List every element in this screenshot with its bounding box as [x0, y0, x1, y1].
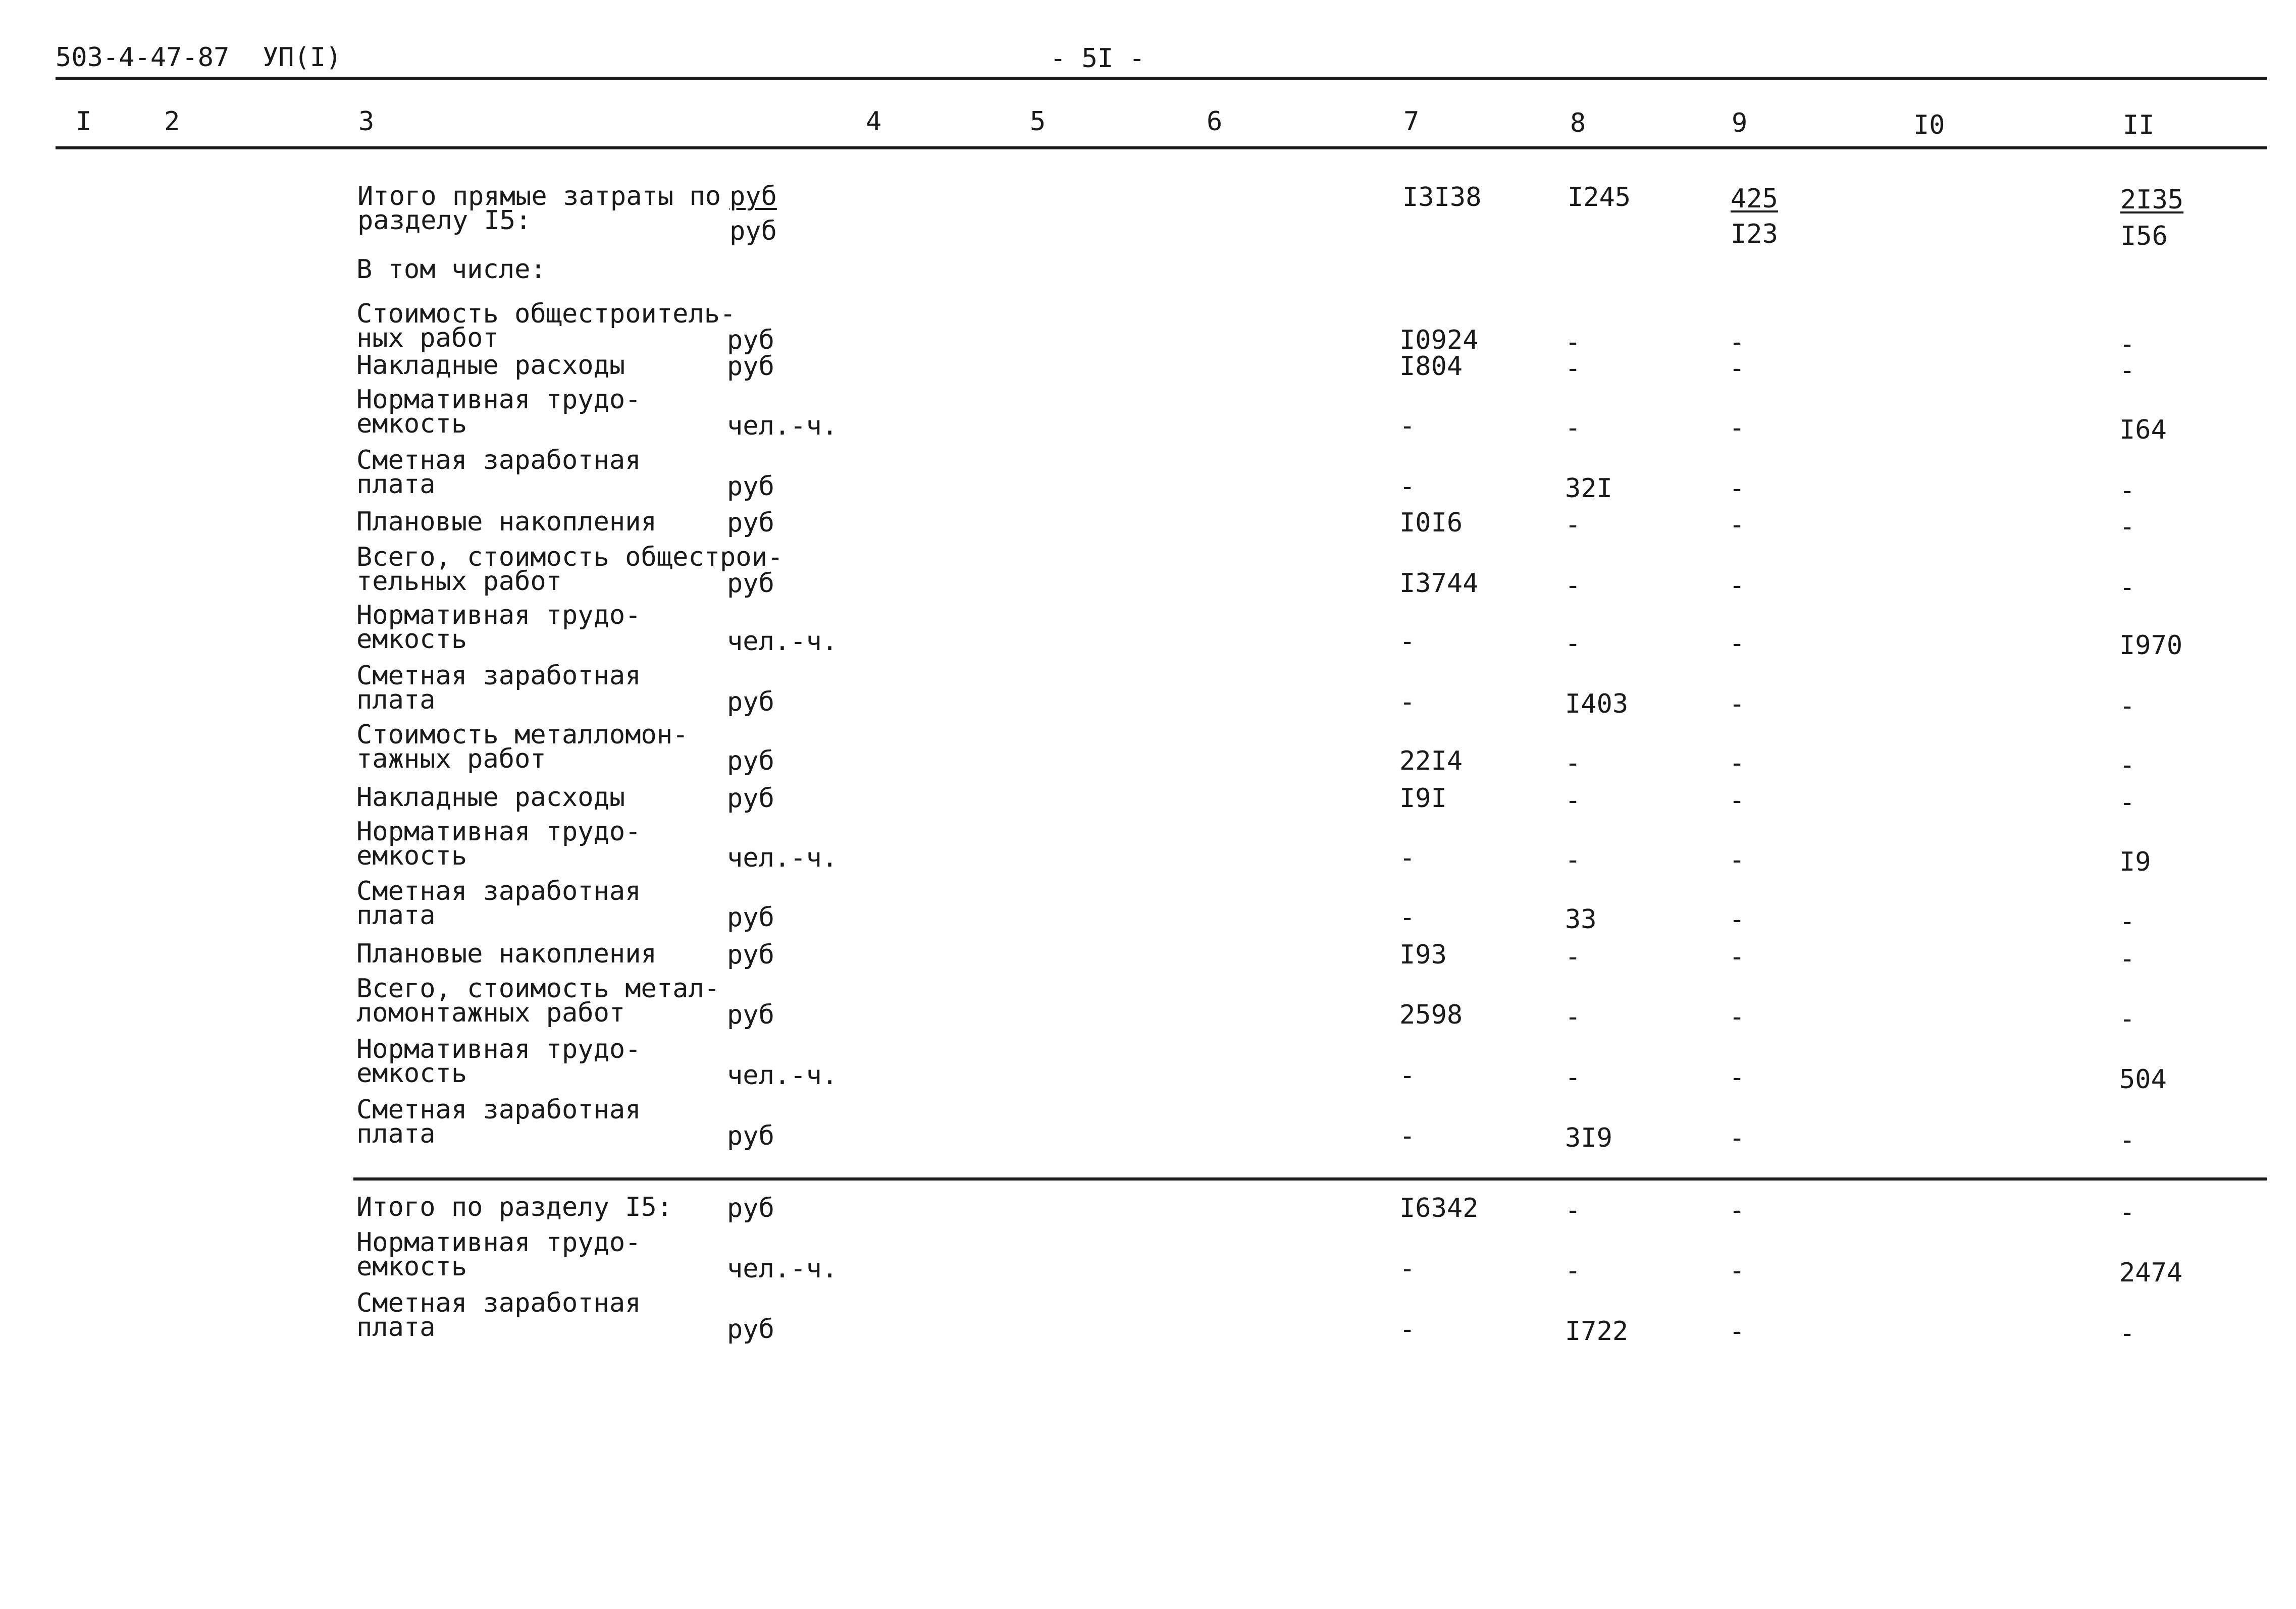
detail-label: Накладные расходы	[356, 782, 625, 813]
detail-col11: -	[2119, 787, 2135, 818]
column-number-5: 5	[1030, 106, 1046, 137]
detail-col9: -	[1729, 942, 1745, 972]
direct-costs-total-label: Итого прямые затраты по разделу I5:	[357, 181, 721, 236]
detail-col8: -	[1565, 353, 1581, 384]
detail-label: Всего, стоимость метал- ломонтажных работ	[356, 974, 720, 1028]
column-number-9: 9	[1732, 108, 1748, 138]
detail-col11: -	[2119, 572, 2135, 603]
detail-col8: -	[1565, 942, 1581, 972]
doc-part: УП(I)	[263, 42, 342, 73]
detail-col7: I804	[1399, 351, 1463, 382]
section-total-col9: -	[1729, 1316, 1745, 1347]
detail-col11: -	[2119, 355, 2135, 386]
detail-col9: -	[1729, 904, 1745, 935]
detail-col11: -	[2119, 475, 2135, 506]
detail-col11: -	[2119, 691, 2135, 721]
direct-costs-col7: I3I38	[1402, 182, 1482, 212]
detail-unit: чел.-ч.	[727, 411, 838, 441]
section-total-col7: I6342	[1399, 1193, 1479, 1223]
column-number-8: 8	[1570, 108, 1586, 138]
column-number-7: 7	[1403, 106, 1420, 137]
detail-col7: 2598	[1399, 1000, 1463, 1030]
column-number-2: 2	[164, 106, 180, 137]
page-number: - 5I -	[1050, 43, 1145, 74]
detail-col11: -	[2119, 1004, 2135, 1034]
detail-unit: руб	[727, 1121, 774, 1151]
detail-col11: -	[2119, 329, 2135, 359]
direct-costs-col9-top: 425	[1731, 184, 1778, 214]
column-number-3: 3	[358, 106, 375, 137]
column-number-10: I0	[1913, 110, 1945, 140]
detail-col9: -	[1729, 353, 1745, 384]
detail-unit: руб	[727, 568, 774, 599]
detail-col11: 504	[2119, 1064, 2167, 1095]
detail-unit: руб	[727, 325, 774, 355]
detail-label: Нормативная трудо- емкость	[356, 1034, 641, 1089]
detail-unit: руб	[727, 1000, 774, 1030]
column-number-11: II	[2123, 110, 2155, 140]
direct-costs-unit-top: руб	[729, 181, 777, 211]
section-total-col11: -	[2119, 1318, 2135, 1349]
detail-label: Сметная заработная плата	[356, 876, 641, 931]
detail-col11: -	[2119, 750, 2135, 780]
doc-code: 503-4-47-87	[56, 42, 230, 73]
detail-label: Стоимость металломон- тажных работ	[356, 720, 689, 774]
detail-col8: -	[1565, 510, 1581, 540]
detail-label: Плановые накопления	[356, 939, 657, 969]
detail-label: Нормативная трудо- емкость	[356, 385, 641, 439]
detail-col9: -	[1729, 748, 1745, 778]
detail-col7: -	[1399, 843, 1416, 873]
detail-col7: I93	[1399, 940, 1447, 970]
detail-col9: -	[1729, 510, 1745, 540]
detail-col11: I9	[2119, 847, 2151, 877]
detail-col11: I64	[2119, 415, 2167, 445]
detail-col9: -	[1729, 1002, 1745, 1032]
section-total-col8: I722	[1565, 1316, 1629, 1347]
detail-col8: -	[1565, 1062, 1581, 1093]
column-number-1: I	[76, 106, 92, 137]
detail-col9: -	[1729, 1062, 1745, 1093]
detail-col8: -	[1565, 327, 1581, 357]
detail-col8: -	[1565, 570, 1581, 601]
detail-unit: чел.-ч.	[727, 843, 838, 873]
detail-col11: I970	[2119, 630, 2183, 661]
column-number-4: 4	[866, 106, 882, 137]
section-total-col8: -	[1565, 1195, 1581, 1225]
detail-unit: руб	[727, 746, 774, 776]
detail-col9: -	[1729, 1123, 1745, 1153]
direct-costs-col11-top: 2I35	[2120, 185, 2184, 215]
subheading-including: В том числе:	[356, 254, 546, 285]
detail-col11: -	[2119, 1125, 2135, 1155]
detail-label: Накладные расходы	[356, 350, 625, 381]
detail-col7: -	[1399, 1060, 1416, 1091]
section-total-label: Сметная заработная плата	[356, 1288, 641, 1343]
detail-col9: -	[1729, 570, 1745, 601]
section-total-col11: 2474	[2119, 1258, 2183, 1288]
detail-col9: -	[1729, 845, 1745, 875]
detail-col8: -	[1565, 845, 1581, 875]
direct-costs-unit-bottom: руб	[729, 216, 777, 246]
detail-col7: 22I4	[1399, 746, 1463, 776]
detail-unit: руб	[727, 902, 774, 933]
detail-col9: -	[1729, 327, 1745, 357]
section-total-col9: -	[1729, 1256, 1745, 1286]
detail-label: Плановые накопления	[356, 507, 657, 537]
detail-col7: -	[1399, 902, 1416, 933]
detail-col9: -	[1729, 473, 1745, 504]
section-total-col11: -	[2119, 1197, 2135, 1227]
detail-label: Нормативная трудо- емкость	[356, 817, 641, 871]
section-total-col7: -	[1399, 1254, 1416, 1284]
section-total-label: Нормативная трудо- емкость	[356, 1227, 641, 1282]
detail-label: Сметная заработная плата	[356, 1095, 641, 1149]
detail-col9: -	[1729, 413, 1745, 443]
detail-col8: -	[1565, 1002, 1581, 1032]
section-total-col8: -	[1565, 1256, 1581, 1286]
column-number-6: 6	[1207, 106, 1223, 137]
detail-col7: -	[1399, 687, 1416, 717]
detail-col8: 3I9	[1565, 1123, 1612, 1153]
detail-label: Всего, стоимость общестрои- тельных работ	[356, 542, 784, 597]
direct-costs-col9-bottom: I23	[1731, 219, 1778, 249]
detail-unit: руб	[727, 508, 774, 538]
detail-col7: I0924	[1399, 325, 1479, 355]
direct-costs-col8: I245	[1568, 182, 1631, 212]
detail-col8: -	[1565, 628, 1581, 659]
detail-unit: чел.-ч.	[727, 1060, 838, 1091]
detail-col7: -	[1399, 1121, 1416, 1151]
section-total-label: Итого по разделу I5:	[356, 1192, 673, 1222]
detail-label: Стоимость общестроитель- ных работ	[356, 299, 736, 353]
detail-label: Нормативная трудо- емкость	[356, 600, 641, 655]
direct-costs-col11-bottom: I56	[2120, 221, 2168, 251]
detail-unit: руб	[727, 351, 774, 382]
detail-unit: руб	[727, 783, 774, 814]
detail-col8: -	[1565, 785, 1581, 816]
detail-col8: 32I	[1565, 473, 1612, 504]
section-total-unit: руб	[727, 1314, 774, 1345]
detail-col7: -	[1399, 471, 1416, 502]
detail-col8: -	[1565, 413, 1581, 443]
detail-col11: -	[2119, 512, 2135, 542]
detail-unit: чел.-ч.	[727, 626, 838, 657]
detail-col9: -	[1729, 628, 1745, 659]
detail-col8: -	[1565, 748, 1581, 778]
detail-col9: -	[1729, 689, 1745, 719]
detail-col7: I3744	[1399, 568, 1479, 599]
detail-col7: -	[1399, 626, 1416, 657]
detail-unit: руб	[727, 687, 774, 717]
detail-unit: руб	[727, 471, 774, 502]
section-total-col9: -	[1729, 1195, 1745, 1225]
detail-col7: -	[1399, 411, 1416, 441]
detail-unit: руб	[727, 940, 774, 970]
detail-col11: -	[2119, 944, 2135, 974]
detail-col7: I0I6	[1399, 508, 1463, 538]
detail-label: Сметная заработная плата	[356, 445, 641, 500]
section-total-unit: руб	[727, 1193, 774, 1223]
detail-col7: I9I	[1399, 783, 1447, 814]
detail-col9: -	[1729, 785, 1745, 816]
detail-col8: I403	[1565, 689, 1629, 719]
detail-col11: -	[2119, 906, 2135, 937]
section-total-col7: -	[1399, 1314, 1416, 1345]
detail-col8: 33	[1565, 904, 1597, 935]
header-rule	[56, 77, 2267, 80]
detail-label: Сметная заработная плата	[356, 661, 641, 715]
section-total-unit: чел.-ч.	[727, 1254, 838, 1284]
column-header-rule	[56, 146, 2267, 149]
section-total-rule	[353, 1177, 2267, 1181]
